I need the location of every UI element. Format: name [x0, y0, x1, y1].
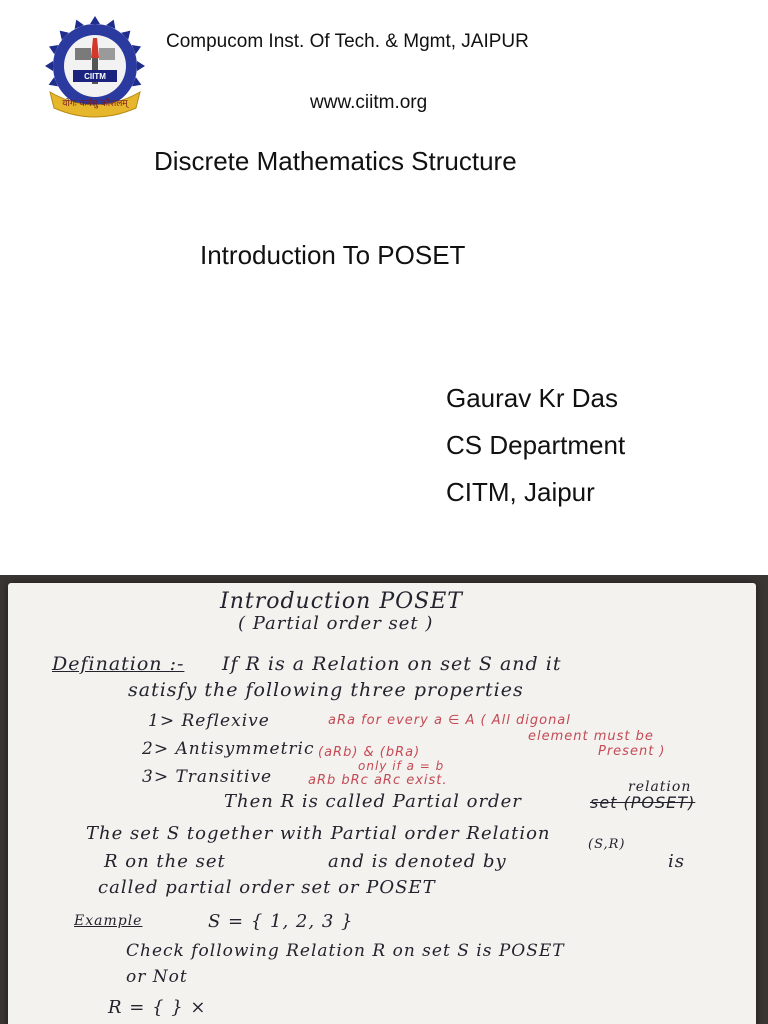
- definition-line-2: satisfy the following three properties: [128, 679, 524, 701]
- logo-text: CIITM: [84, 72, 106, 81]
- institute-name: Compucom Inst. Of Tech. & Mgmt, JAIPUR: [166, 31, 529, 52]
- antisymmetric-note-2: only if a = b: [358, 759, 445, 773]
- reflexive-note: aRa for every a ∈ A ( All digonal: [328, 713, 571, 728]
- example-set: S = { 1, 2, 3 }: [208, 911, 354, 932]
- author-name: Gaurav Kr Das: [446, 383, 618, 413]
- logo-motto: योगः कर्मसु कौशलम्: [62, 99, 128, 109]
- or-not: or Not: [126, 967, 188, 987]
- definition-label: Defination :-: [52, 653, 185, 675]
- poset-line-2b: and is denoted by: [328, 851, 507, 872]
- website-link[interactable]: www.ciitm.org: [310, 92, 428, 113]
- property-reflexive: 1> Reflexive: [148, 711, 270, 731]
- course-title: Discrete Mathematics Structure: [154, 146, 517, 176]
- handwritten-notes-photo: [0, 575, 768, 1024]
- notes-title: Introduction POSET: [220, 589, 463, 614]
- topic-title: Introduction To POSET: [200, 240, 466, 270]
- relation-insert: relation: [628, 779, 692, 795]
- struck-text: set (POSET): [590, 793, 696, 812]
- reflexive-note-3: Present ): [598, 744, 666, 759]
- then-line: Then R is called Partial order: [224, 791, 522, 812]
- ciitm-logo: [28, 14, 162, 122]
- relation-r: R = { } ×: [108, 997, 207, 1018]
- antisymmetric-note: (aRb) & (bRa): [318, 745, 421, 760]
- poset-line-3: called partial order set or POSET: [98, 877, 436, 898]
- poset-line-1: The set S together with Partial order Relation: [86, 823, 551, 844]
- author-institute: CITM, Jaipur: [446, 477, 595, 507]
- check-line: Check following Relation R on set S is POSET: [126, 941, 565, 961]
- author-department: CS Department: [446, 430, 626, 460]
- poset-line-2: R on the set: [104, 851, 226, 872]
- example-label: Example: [74, 913, 143, 929]
- property-transitive: 3> Transitive: [142, 767, 273, 787]
- poset-line-2c: is: [668, 851, 685, 872]
- definition-line-1: If R is a Relation on set S and it: [222, 653, 562, 675]
- notes-paper: [8, 583, 756, 1024]
- reflexive-note-2: element must be: [528, 729, 654, 744]
- poset-pair: (S,R): [588, 837, 626, 852]
- transitive-note: aRb bRc aRc exist.: [308, 773, 448, 788]
- notes-subtitle: ( Partial order set ): [238, 613, 434, 634]
- property-antisymmetric: 2> Antisymmetric: [142, 739, 315, 759]
